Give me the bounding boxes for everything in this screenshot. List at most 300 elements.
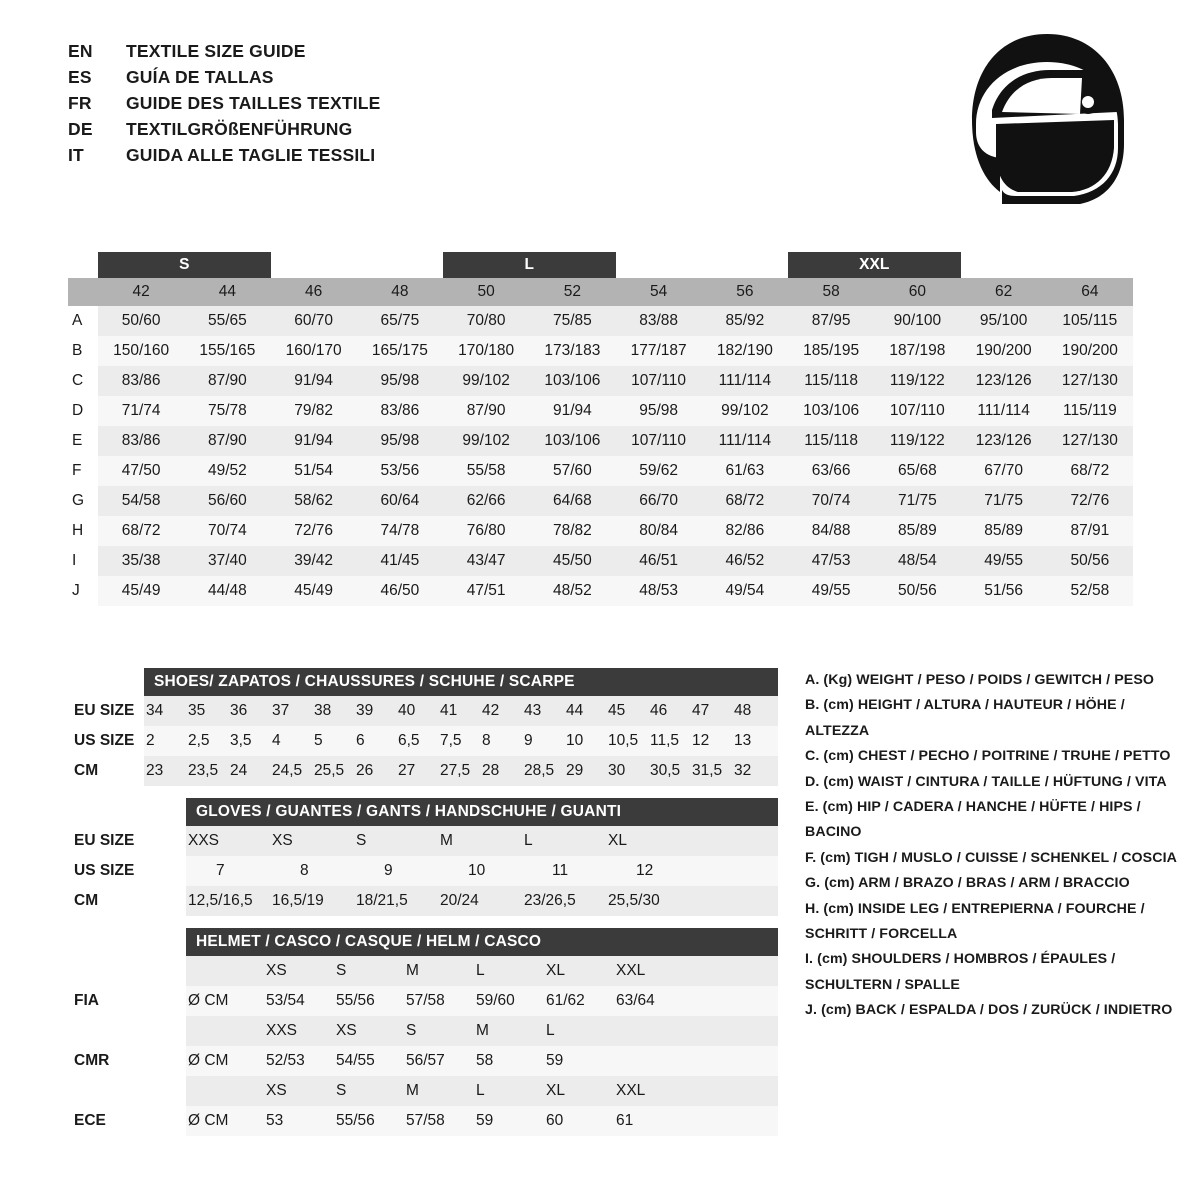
shoes-us-values <box>144 726 778 756</box>
cell: 83/86 <box>357 396 443 426</box>
cell: 27 <box>398 762 416 779</box>
cell: 8 <box>300 862 309 879</box>
cell: 67/70 <box>961 456 1047 486</box>
cell: 103/106 <box>529 426 615 456</box>
shoes-us-row <box>68 726 778 756</box>
cell: XS <box>266 1082 287 1099</box>
cell: 111/114 <box>702 366 788 396</box>
cell: 173/183 <box>529 336 615 366</box>
cell: 48 <box>734 702 752 719</box>
title-lang-en: EN <box>68 41 93 61</box>
gloves-cm-label: CM <box>68 886 186 916</box>
cell: 61/63 <box>702 456 788 486</box>
cell: 55/56 <box>336 992 375 1009</box>
cell: L <box>524 832 533 849</box>
measurement-legend <box>805 668 1185 1024</box>
cell: 59 <box>546 1052 564 1069</box>
shoes-cm-row <box>68 756 778 786</box>
cell: 48/52 <box>529 576 615 606</box>
cell: 61 <box>616 1112 634 1129</box>
cell: 43 <box>524 702 542 719</box>
cell: 50/56 <box>874 576 960 606</box>
legend-item-e: E. (cm) HIP / CADERA / HANCHE / HÜFTE / HIPS / BACINO <box>805 799 1141 841</box>
cell: 29 <box>566 762 584 779</box>
unit: Ø CM <box>188 992 229 1009</box>
cell: 87/90 <box>184 426 270 456</box>
cell: 70/74 <box>184 516 270 546</box>
page-title <box>68 38 381 168</box>
table-row <box>68 426 1133 456</box>
cell: XXS <box>266 1022 298 1039</box>
size-64: 64 <box>1047 278 1133 306</box>
gloves-banner-spacer <box>68 798 186 826</box>
gloves-eu-row <box>68 826 778 856</box>
helmet-banner: HELMET / CASCO / CASQUE / HELM / CASCO <box>186 928 778 956</box>
shoes-eu-label: EU SIZE <box>68 696 144 726</box>
cell: 115/119 <box>1047 396 1133 426</box>
cell: 54/55 <box>336 1052 375 1069</box>
cell: 95/100 <box>961 306 1047 336</box>
cell: 25,5 <box>314 762 345 779</box>
helmet-ece-header-row <box>68 1076 778 1106</box>
title-line-en <box>68 38 381 64</box>
cell: 87/90 <box>184 366 270 396</box>
cell: 76/80 <box>443 516 529 546</box>
cell: 182/190 <box>702 336 788 366</box>
cell: 155/165 <box>184 336 270 366</box>
cell: 78/82 <box>529 516 615 546</box>
size-56: 56 <box>702 278 788 306</box>
cell: 190/200 <box>961 336 1047 366</box>
cell: 58/62 <box>271 486 357 516</box>
cell: 42 <box>482 702 500 719</box>
helmet-ece-header-label <box>68 1076 186 1106</box>
cell: 32 <box>734 762 752 779</box>
title-line-fr <box>68 90 381 116</box>
size-42: 42 <box>98 278 184 306</box>
legend-item-f: F. (cm) TIGH / MUSLO / CUISSE / SCHENKEL / COSCIA <box>805 849 1177 866</box>
shoes-eu-row <box>68 696 778 726</box>
legend-item-b: B. (cm) HEIGHT / ALTURA / HAUTEUR / HÖHE / ALTEZZA <box>805 697 1125 739</box>
cell: 55/65 <box>184 306 270 336</box>
cell: 10 <box>566 732 584 749</box>
cell: 53 <box>266 1112 284 1129</box>
cell: 46/52 <box>702 546 788 576</box>
cell: 80/84 <box>616 516 702 546</box>
title-lang-fr: FR <box>68 93 92 113</box>
cell: 6 <box>356 732 365 749</box>
shoes-banner: SHOES/ ZAPATOS / CHAUSSURES / SCHUHE / SCARPE <box>144 668 778 696</box>
cell: S <box>336 962 347 979</box>
cell: L <box>546 1022 555 1039</box>
size-header-row <box>68 278 1133 306</box>
title-text-en: TEXTILE SIZE GUIDE <box>126 41 306 61</box>
helmet-ece-headers <box>186 1076 778 1106</box>
cell: 46/51 <box>616 546 702 576</box>
cell: 44/48 <box>184 576 270 606</box>
gloves-cm-values <box>186 886 778 916</box>
cell: 10,5 <box>608 732 639 749</box>
cell: 127/130 <box>1047 366 1133 396</box>
cell: 53/54 <box>266 992 305 1009</box>
legend-item-d: D. (cm) WAIST / CINTURA / TAILLE / HÜFTUNG / VITA <box>805 773 1167 790</box>
cell: 56/60 <box>184 486 270 516</box>
cell: 25,5/30 <box>608 892 660 909</box>
cell: 68/72 <box>98 516 184 546</box>
cell: M <box>476 1022 489 1039</box>
legend-item-i: I. (cm) SHOULDERS / HOMBROS / ÉPAULES / SCHULTERN / SPALLE <box>805 951 1116 993</box>
racing-helmet-icon <box>962 28 1132 208</box>
cell: 187/198 <box>874 336 960 366</box>
legend-item-a: A. (Kg) WEIGHT / PESO / POIDS / GEWITCH / PESO <box>805 672 1155 688</box>
helmet-cmr-row <box>68 1046 778 1076</box>
helmet-cmr-label: CMR <box>68 1046 186 1076</box>
cell: 105/115 <box>1047 306 1133 336</box>
table-row <box>68 306 1133 336</box>
cell: 99/102 <box>702 396 788 426</box>
group-empty <box>68 252 98 278</box>
textile-size-table <box>68 252 1133 606</box>
helmet-fia-label: FIA <box>68 986 186 1016</box>
cell: 45/49 <box>98 576 184 606</box>
group-xl: XL <box>691 256 712 273</box>
shoes-banner-row <box>68 668 778 696</box>
helmet-fia-headers <box>186 956 778 986</box>
legend-item-g: G. (cm) ARM / BRAZO / BRAS / ARM / BRACCIO <box>805 875 1130 892</box>
cell: 83/86 <box>98 366 184 396</box>
table-row <box>68 366 1133 396</box>
cell: 99/102 <box>443 426 529 456</box>
gloves-us-label: US SIZE <box>68 856 186 886</box>
cell: 63/66 <box>788 456 874 486</box>
helmet-banner-row <box>68 928 778 956</box>
unit: Ø CM <box>188 1052 229 1069</box>
title-line-it <box>68 142 381 168</box>
cell: 84/88 <box>788 516 874 546</box>
table-row <box>68 396 1133 426</box>
legend-item-c: C. (cm) CHEST / PECHO / POITRINE / TRUHE / PETTO <box>805 748 1171 765</box>
row-label-e: E <box>68 426 98 456</box>
table-row <box>68 336 1133 366</box>
cell: 45 <box>608 702 626 719</box>
cell: 41 <box>440 702 458 719</box>
title-lang-it: IT <box>68 145 84 165</box>
cell: 12 <box>692 732 710 749</box>
cell: 87/90 <box>443 396 529 426</box>
cell: 60 <box>546 1112 564 1129</box>
cell: 7,5 <box>440 732 462 749</box>
cell: 107/110 <box>616 426 702 456</box>
cell: 91/94 <box>271 426 357 456</box>
cell: 64/68 <box>529 486 615 516</box>
cell: 65/75 <box>357 306 443 336</box>
cell: 30 <box>608 762 626 779</box>
cell: 37 <box>272 702 290 719</box>
cell: 53/56 <box>357 456 443 486</box>
legend-item-h: H. (cm) INSIDE LEG / ENTREPIERNA / FOURCHE / SCHRITT / FORCELLA <box>805 900 1145 943</box>
group-m: M <box>350 256 364 273</box>
cell: 2 <box>146 732 155 749</box>
cell: 46 <box>650 702 668 719</box>
cell: 20/24 <box>440 892 479 909</box>
cell: 60/70 <box>271 306 357 336</box>
cell: 52/53 <box>266 1052 305 1069</box>
cell: 83/88 <box>616 306 702 336</box>
cell: 177/187 <box>616 336 702 366</box>
title-lang-es: ES <box>68 67 92 87</box>
group-s: S <box>98 252 271 278</box>
helmet-fia-header-label <box>68 956 186 986</box>
cell: 47 <box>692 702 710 719</box>
cell: 65/68 <box>874 456 960 486</box>
cell: 58 <box>476 1052 494 1069</box>
legend-item-j: J. (cm) BACK / ESPALDA / DOS / ZURÜCK / INDIETRO <box>805 1002 1173 1019</box>
cell: M <box>406 1082 419 1099</box>
row-label-a: A <box>68 306 98 336</box>
cell: 95/98 <box>357 426 443 456</box>
cell: 47/51 <box>443 576 529 606</box>
cell: 85/89 <box>874 516 960 546</box>
cell: XS <box>336 1022 357 1039</box>
cell: 3,5 <box>230 732 252 749</box>
cell: 85/89 <box>961 516 1047 546</box>
cell: L <box>476 1082 485 1099</box>
cell: 57/60 <box>529 456 615 486</box>
cell: 51/56 <box>961 576 1047 606</box>
cell: S <box>356 832 367 849</box>
cell: 60/64 <box>357 486 443 516</box>
cell: 70/80 <box>443 306 529 336</box>
cell: 39/42 <box>271 546 357 576</box>
gloves-eu-label: EU SIZE <box>68 826 186 856</box>
cell: 90/100 <box>874 306 960 336</box>
cell: 36 <box>230 702 248 719</box>
cell: 85/92 <box>702 306 788 336</box>
row-label-i: I <box>68 546 98 576</box>
cell: 16,5/19 <box>272 892 324 909</box>
cell: 107/110 <box>616 366 702 396</box>
cell: 91/94 <box>529 396 615 426</box>
cell: 13 <box>734 732 752 749</box>
cell: 12 <box>636 862 654 879</box>
cell: XXL <box>616 962 646 979</box>
row-label-f: F <box>68 456 98 486</box>
size-54: 54 <box>616 278 702 306</box>
cell: 18/21,5 <box>356 892 408 909</box>
cell: 119/122 <box>874 366 960 396</box>
cell: 50/56 <box>1047 546 1133 576</box>
cell: XS <box>266 962 287 979</box>
cell: 56/57 <box>406 1052 445 1069</box>
cell: XS <box>272 832 293 849</box>
cell: 95/98 <box>616 396 702 426</box>
cell: 49/54 <box>702 576 788 606</box>
size-58: 58 <box>788 278 874 306</box>
cell: 190/200 <box>1047 336 1133 366</box>
cell: 28 <box>482 762 500 779</box>
cell: M <box>440 832 453 849</box>
cell: 72/76 <box>271 516 357 546</box>
cell: 127/130 <box>1047 426 1133 456</box>
cell: 72/76 <box>1047 486 1133 516</box>
group-l: L <box>443 252 616 278</box>
size-48: 48 <box>357 278 443 306</box>
row-label-b: B <box>68 336 98 366</box>
cell: 57/58 <box>406 992 445 1009</box>
cell: 52/58 <box>1047 576 1133 606</box>
cell: S <box>336 1082 347 1099</box>
cell: 57/58 <box>406 1112 445 1129</box>
shoes-us-label: US SIZE <box>68 726 144 756</box>
cell: 6,5 <box>398 732 420 749</box>
cell: 150/160 <box>98 336 184 366</box>
cell: 45/49 <box>271 576 357 606</box>
cell: 44 <box>566 702 584 719</box>
cell: 49/55 <box>788 576 874 606</box>
cell: 9 <box>384 862 393 879</box>
table-row <box>68 516 1133 546</box>
cell: 61/62 <box>546 992 585 1009</box>
helmet-cmr-headers <box>186 1016 778 1046</box>
gloves-banner: GLOVES / GUANTES / GANTS / HANDSCHUHE / GUANTI <box>186 798 778 826</box>
cell: 55/56 <box>336 1112 375 1129</box>
helmet-cmr-values <box>186 1046 778 1076</box>
helmet-banner-spacer <box>68 928 186 956</box>
cell: 71/75 <box>961 486 1047 516</box>
title-lang-de: DE <box>68 119 93 139</box>
cell: 8 <box>482 732 491 749</box>
cell: 24,5 <box>272 762 303 779</box>
cell: 38 <box>314 702 332 719</box>
cell: 26 <box>356 762 374 779</box>
row-label-g: G <box>68 486 98 516</box>
title-text-fr: GUIDE DES TAILLES TEXTILE <box>126 93 381 113</box>
cell: 37/40 <box>184 546 270 576</box>
cell: 43/47 <box>443 546 529 576</box>
row-label-c: C <box>68 366 98 396</box>
size-header-corner <box>68 278 98 306</box>
shoes-cm-values <box>144 756 778 786</box>
helmet-fia-row <box>68 986 778 1016</box>
cell: 41/45 <box>357 546 443 576</box>
title-text-it: GUIDA ALLE TAGLIE TESSILI <box>126 145 376 165</box>
cell: 2,5 <box>188 732 210 749</box>
cell: 83/86 <box>98 426 184 456</box>
cell: 23/26,5 <box>524 892 576 909</box>
cell: 7 <box>216 862 225 879</box>
row-label-j: J <box>68 576 98 606</box>
helmet-ece-row <box>68 1106 778 1136</box>
cell: 54/58 <box>98 486 184 516</box>
gloves-table <box>68 798 778 916</box>
table-row <box>68 576 1133 606</box>
cell: 165/175 <box>357 336 443 366</box>
gloves-us-values <box>186 856 778 886</box>
cell: 28,5 <box>524 762 555 779</box>
size-group-row <box>68 252 1133 278</box>
helmet-fia-values <box>186 986 778 1016</box>
cell: 45/50 <box>529 546 615 576</box>
cell: 39 <box>356 702 374 719</box>
cell: XL <box>546 1082 565 1099</box>
cell: 48/54 <box>874 546 960 576</box>
cell: 23 <box>146 762 164 779</box>
size-44: 44 <box>184 278 270 306</box>
cell: XXL <box>616 1082 646 1099</box>
size-50: 50 <box>443 278 529 306</box>
cell: 99/102 <box>443 366 529 396</box>
title-line-es <box>68 64 381 90</box>
cell: 79/82 <box>271 396 357 426</box>
cell: 82/86 <box>702 516 788 546</box>
cell: 111/114 <box>961 396 1047 426</box>
cell: 40 <box>398 702 416 719</box>
size-46: 46 <box>271 278 357 306</box>
size-60: 60 <box>874 278 960 306</box>
cell: 75/78 <box>184 396 270 426</box>
cell: 62/66 <box>443 486 529 516</box>
cell: 68/72 <box>1047 456 1133 486</box>
cell: 71/74 <box>98 396 184 426</box>
cell: 87/95 <box>788 306 874 336</box>
cell: 35 <box>188 702 206 719</box>
group-empty-end <box>961 252 1047 278</box>
table-row <box>68 546 1133 576</box>
cell: 23,5 <box>188 762 219 779</box>
cell: 95/98 <box>357 366 443 396</box>
cell: M <box>406 962 419 979</box>
title-line-de <box>68 116 381 142</box>
cell: 185/195 <box>788 336 874 366</box>
cell: 115/118 <box>788 366 874 396</box>
cell: 11 <box>552 862 569 879</box>
cell: 160/170 <box>271 336 357 366</box>
cell: XL <box>546 962 565 979</box>
cell: 74/78 <box>357 516 443 546</box>
cell: 35/38 <box>98 546 184 576</box>
helmet-table <box>68 928 778 1136</box>
size-52: 52 <box>529 278 615 306</box>
cell: 9 <box>524 732 533 749</box>
title-text-de: TEXTILGRÖßENFÜHRUNG <box>126 119 353 139</box>
helmet-cmr-header-row <box>68 1016 778 1046</box>
cell: 12,5/16,5 <box>188 892 253 909</box>
cell: 107/110 <box>874 396 960 426</box>
row-label-h: H <box>68 516 98 546</box>
shoes-banner-spacer <box>68 668 144 696</box>
cell: 48/53 <box>616 576 702 606</box>
cell: 103/106 <box>529 366 615 396</box>
cell: 10 <box>468 862 486 879</box>
cell: 55/58 <box>443 456 529 486</box>
shoes-table <box>68 668 778 786</box>
table-row <box>68 486 1133 516</box>
cell: 59 <box>476 1112 494 1129</box>
cell: 103/106 <box>788 396 874 426</box>
title-text-es: GUÍA DE TALLAS <box>126 67 274 87</box>
gloves-us-row <box>68 856 778 886</box>
cell: 66/70 <box>616 486 702 516</box>
cell: 87/91 <box>1047 516 1133 546</box>
cell: L <box>476 962 485 979</box>
group-xxl: XXL <box>788 252 961 278</box>
cell: 59/62 <box>616 456 702 486</box>
cell: 31,5 <box>692 762 723 779</box>
helmet-cmr-header-label <box>68 1016 186 1046</box>
cell: 170/180 <box>443 336 529 366</box>
cell: 50/60 <box>98 306 184 336</box>
cell: 49/52 <box>184 456 270 486</box>
